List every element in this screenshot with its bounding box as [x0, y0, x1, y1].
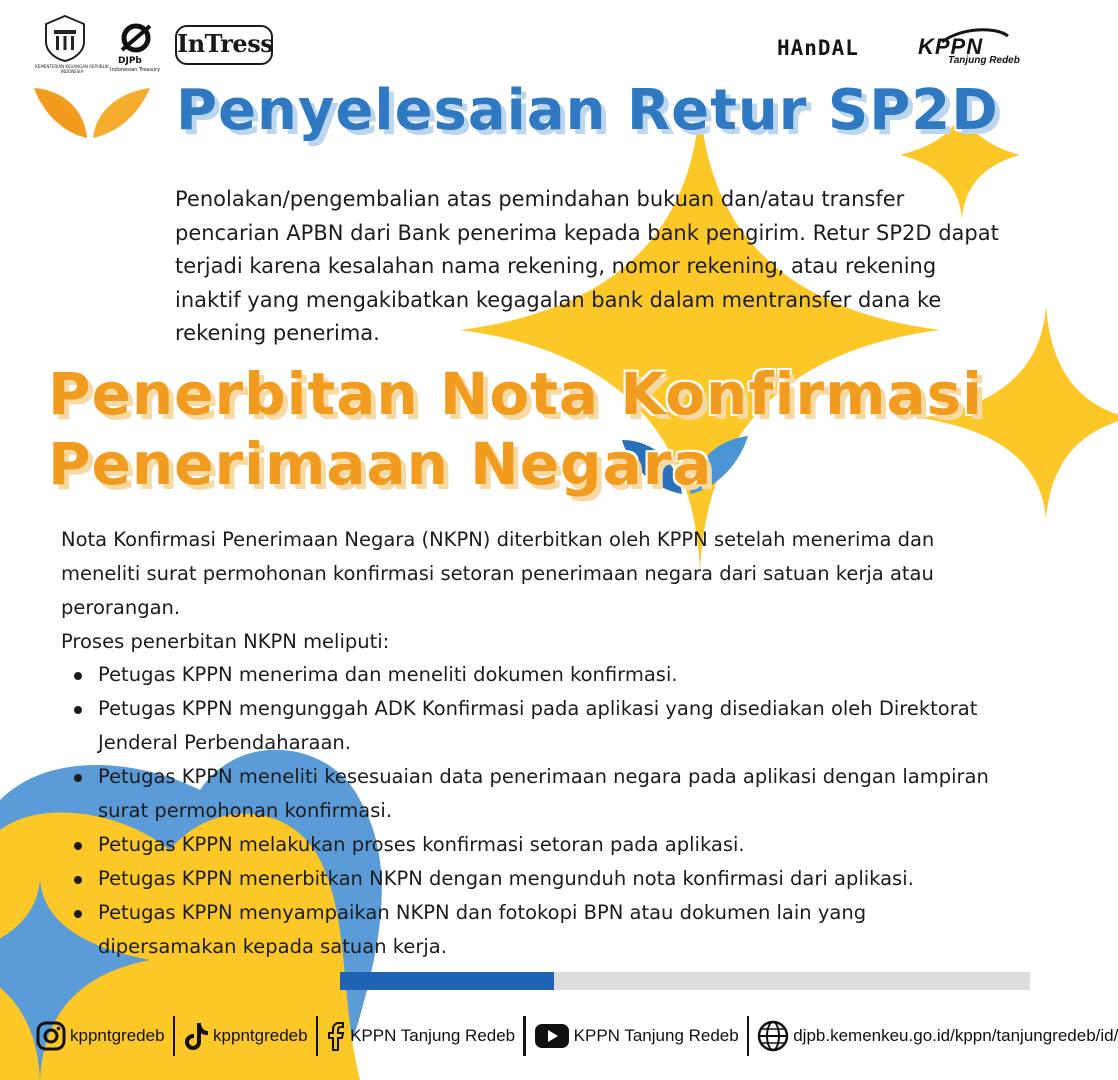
section1-line: terjadi karena kesalahan nama rekening, nomor rekening, atau rekening	[175, 254, 937, 278]
section1-line: inaktif yang mengakibatkan kegagalan bank dalam mentransfer dana ke	[175, 287, 942, 312]
kppn-swoosh-icon	[940, 28, 1010, 44]
handal-logo: HAnDAL	[777, 36, 859, 60]
website-link[interactable]	[757, 1020, 1118, 1052]
progress-fill	[340, 972, 554, 990]
section2-intro	[61, 523, 1061, 659]
process-list	[74, 658, 1064, 964]
instagram-icon	[36, 1021, 66, 1051]
list-item-text: Jenderal Perbendaharaan.	[98, 731, 351, 754]
facebook-name: KPPN Tanjung Redeb	[350, 1026, 516, 1045]
youtube-name: KPPN Tanjung Redeb	[573, 1026, 739, 1045]
youtube-link[interactable]	[534, 1023, 739, 1049]
divider	[523, 1016, 526, 1056]
list-item-text: dipersamakan kepada satuan kerja.	[98, 935, 447, 958]
instagram-link[interactable]	[36, 1021, 165, 1051]
section2-title-line2: Penerimaan Negara	[48, 430, 713, 498]
tiktok-link[interactable]	[183, 1021, 308, 1051]
section1-title: Penyelesaian Retur SP2D	[176, 78, 999, 143]
list-item	[74, 760, 1064, 828]
list-item	[74, 692, 1064, 760]
bullet-icon	[74, 876, 82, 884]
bullet-icon	[74, 774, 82, 782]
facebook-icon	[326, 1021, 346, 1051]
list-item-text: Petugas KPPN menerbitkan NKPN dengan mengunduh nota konfirmasi dari aplikasi.	[98, 867, 914, 890]
list-item	[74, 896, 1064, 964]
bullet-icon	[74, 706, 82, 714]
website-url: djpb.kemenkeu.go.id/kppn/tanjungredeb/id/	[793, 1026, 1118, 1045]
instagram-handle: kppntgredeb	[70, 1026, 165, 1045]
list-item	[74, 828, 1064, 862]
djpb-name: DJPb	[118, 56, 142, 66]
youtube-icon	[534, 1023, 570, 1049]
section2-intro-line: Nota Konfirmasi Penerimaan Negara (NKPN) diterbitkan oleh KPPN setelah menerima dan	[61, 528, 935, 551]
bullet-icon	[74, 672, 82, 680]
progress-bar	[340, 972, 1030, 990]
list-item-text: Petugas KPPN meneliti kesesuaian data penerimaan negara pada aplikasi dengan lampiran	[98, 765, 989, 788]
kppn-subtitle: Tanjung Redeb	[948, 55, 1020, 66]
divider	[316, 1016, 319, 1056]
globe-icon	[757, 1020, 789, 1052]
section2-intro-line: meneliti surat permohonan konfirmasi setoran penerimaan negara dari satuan kerja atau	[61, 562, 934, 585]
footer-social	[36, 1014, 1118, 1058]
list-item-text: Petugas KPPN melakukan proses konfirmasi setoran pada aplikasi.	[98, 833, 745, 856]
kppn-logo: KPPN	[918, 34, 984, 59]
kemenkeu-caption: KEMENTERIAN KEUANGAN REPUBLIK INDONESIA	[35, 64, 109, 74]
list-item-text: surat permohonan konfirmasi.	[98, 799, 393, 822]
section2-intro-line: perorangan.	[61, 596, 181, 619]
facebook-link[interactable]	[326, 1021, 515, 1051]
intress-logo: InTress	[175, 25, 273, 65]
divider	[747, 1016, 750, 1056]
list-item	[74, 862, 1064, 896]
section1-line: Penolakan/pengembalian atas pemindahan bukuan dan/atau transfer	[175, 187, 905, 211]
orange-leaf-icon	[34, 88, 150, 138]
section2-intro-line: Proses penerbitan NKPN meliputi:	[61, 630, 390, 653]
tiktok-icon	[183, 1021, 209, 1051]
djpb-logo-icon	[118, 20, 154, 56]
section1-line: rekening penerima.	[175, 321, 380, 345]
bullet-icon	[74, 842, 82, 850]
djpb-subtitle: Indonesian Treasury	[110, 67, 161, 73]
bullet-icon	[74, 910, 82, 918]
list-item-text: Petugas KPPN menerima dan meneliti dokumen konfirmasi.	[98, 663, 678, 686]
list-item	[74, 658, 1064, 692]
tiktok-handle: kppntgredeb	[213, 1026, 308, 1045]
kemenkeu-logo-icon	[42, 14, 88, 62]
section1-body	[175, 183, 1075, 351]
list-item-text: Petugas KPPN menyampaikan NKPN dan fotokopi BPN atau dokumen lain yang	[98, 901, 867, 924]
divider	[173, 1016, 176, 1056]
section2-title-line1: Penerbitan Nota Konfirmasi	[48, 360, 984, 428]
section1-line: pencarian APBN dari Bank penerima kepada bank pengirim. Retur SP2D dapat	[175, 220, 999, 245]
list-item-text: Petugas KPPN mengunggah ADK Konfirmasi pada aplikasi yang disediakan oleh Direktorat	[98, 697, 978, 720]
